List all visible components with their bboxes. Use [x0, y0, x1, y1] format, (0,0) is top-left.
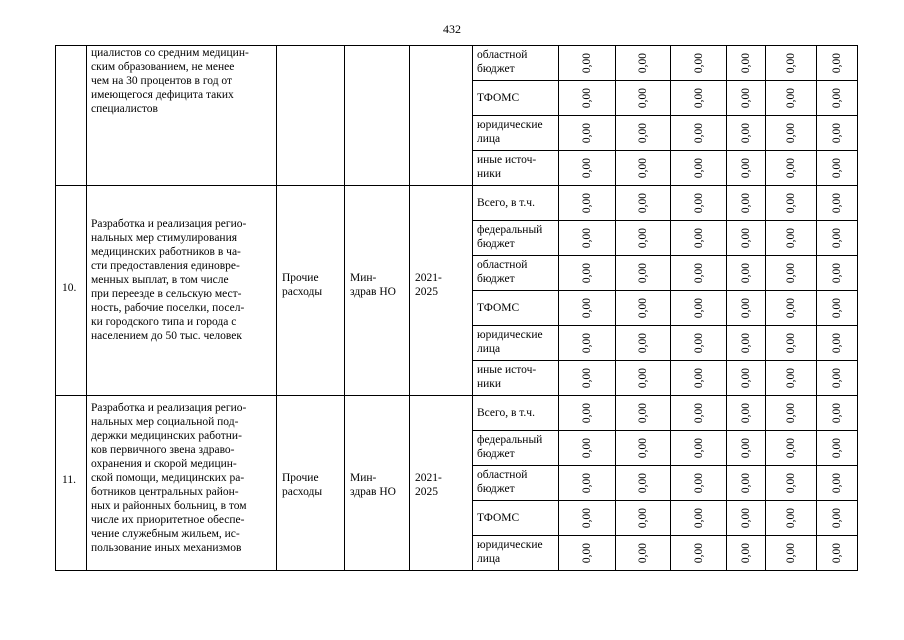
amount-cell: [727, 151, 766, 186]
amount-cell: [616, 116, 671, 151]
amount-value: 0,00: [581, 227, 593, 249]
amount-cell: [727, 536, 766, 571]
amount-value: 0,00: [831, 297, 843, 319]
amount-cell: [559, 431, 616, 466]
amount-cell: [727, 501, 766, 536]
funding-source: областной бюджет: [473, 256, 559, 291]
amount-value: 0,00: [785, 262, 797, 284]
amount-cell: [616, 256, 671, 291]
amount-cell: [616, 186, 671, 221]
amount-cell: [817, 396, 858, 431]
amount-value: 0,00: [831, 437, 843, 459]
amount-value: 0,00: [785, 87, 797, 109]
amount-cell: [616, 326, 671, 361]
amount-value: 0,00: [637, 507, 649, 529]
funding-source: ТФОМС: [473, 81, 559, 116]
funding-source: федеральный бюджет: [473, 221, 559, 256]
funding-source: ТФОМС: [473, 291, 559, 326]
amount-cell: [559, 186, 616, 221]
amount-cell: [671, 186, 727, 221]
amount-value: 0,00: [692, 297, 705, 319]
amount-value: 0,00: [637, 472, 649, 494]
amount-cell: [559, 81, 616, 116]
amount-value: 0,00: [637, 122, 649, 144]
amount-cell: [817, 256, 858, 291]
amount-value: 0,00: [581, 367, 593, 389]
amount-value: 0,00: [785, 192, 797, 214]
amount-value: 0,00: [831, 472, 843, 494]
table-body: [56, 46, 858, 571]
table-row: [56, 396, 858, 431]
period: [410, 46, 473, 186]
amount-value: 0,00: [581, 332, 593, 354]
amount-value: 0,00: [740, 542, 752, 564]
funding-source: юридические лица: [473, 536, 559, 571]
amount-cell: [671, 326, 727, 361]
amount-value: 0,00: [785, 402, 797, 424]
amount-value: 0,00: [692, 367, 705, 389]
amount-value: 0,00: [785, 437, 797, 459]
funding-source: юридические лица: [473, 326, 559, 361]
row-number: 11.: [56, 396, 87, 571]
amount-value: 0,00: [785, 122, 797, 144]
amount-value: 0,00: [785, 472, 797, 494]
amount-cell: [559, 291, 616, 326]
amount-value: 0,00: [831, 192, 843, 214]
amount-cell: [671, 361, 727, 396]
amount-cell: [727, 46, 766, 81]
funding-source: иные источ- ники: [473, 151, 559, 186]
table-row: [56, 46, 858, 81]
amount-cell: [616, 291, 671, 326]
amount-value: 0,00: [831, 262, 843, 284]
amount-cell: [817, 291, 858, 326]
amount-cell: [817, 81, 858, 116]
amount-value: 0,00: [692, 542, 705, 564]
amount-value: 0,00: [692, 52, 705, 74]
executor: Мин- здрав НО: [345, 396, 410, 571]
amount-cell: [559, 466, 616, 501]
amount-cell: [616, 536, 671, 571]
amount-cell: [766, 431, 817, 466]
amount-value: 0,00: [637, 262, 649, 284]
amount-cell: [766, 186, 817, 221]
amount-value: 0,00: [692, 507, 705, 529]
amount-value: 0,00: [785, 542, 797, 564]
activity-description: Разработка и реализация регио- нальных мер стимулирования медицинских работников в ча- сти предоставления единовре- менных выплат, в том числе при переезде в сельскую мест- ность, рабочие поселки, посел- ки городского типа и города с населением до 50 тыс. человек: [87, 186, 277, 396]
amount-value: 0,00: [740, 157, 752, 179]
amount-cell: [616, 466, 671, 501]
amount-value: 0,00: [785, 507, 797, 529]
amount-value: 0,00: [740, 507, 752, 529]
amount-value: 0,00: [581, 437, 593, 459]
amount-cell: [727, 186, 766, 221]
amount-value: 0,00: [581, 157, 593, 179]
amount-value: 0,00: [692, 227, 705, 249]
amount-cell: [817, 46, 858, 81]
funding-source: иные источ- ники: [473, 361, 559, 396]
amount-cell: [559, 221, 616, 256]
amount-value: 0,00: [740, 122, 752, 144]
amount-value: 0,00: [637, 157, 649, 179]
amount-value: 0,00: [785, 297, 797, 319]
period: 2021- 2025: [410, 186, 473, 396]
amount-value: 0,00: [692, 332, 705, 354]
amount-value: 0,00: [831, 122, 843, 144]
amount-cell: [817, 536, 858, 571]
amount-cell: [817, 186, 858, 221]
amount-value: 0,00: [637, 87, 649, 109]
budget-table: [55, 45, 858, 571]
amount-cell: [559, 326, 616, 361]
amount-value: 0,00: [692, 262, 705, 284]
amount-cell: [616, 46, 671, 81]
amount-value: 0,00: [581, 52, 593, 74]
amount-value: 0,00: [692, 192, 705, 214]
amount-cell: [559, 256, 616, 291]
amount-value: 0,00: [637, 542, 649, 564]
amount-cell: [559, 501, 616, 536]
amount-value: 0,00: [740, 87, 752, 109]
amount-cell: [766, 326, 817, 361]
amount-value: 0,00: [831, 87, 843, 109]
funding-source: Всего, в т.ч.: [473, 396, 559, 431]
amount-cell: [616, 221, 671, 256]
amount-cell: [671, 431, 727, 466]
amount-cell: [766, 466, 817, 501]
amount-cell: [671, 46, 727, 81]
executor: [345, 46, 410, 186]
amount-cell: [727, 466, 766, 501]
funding-source: областной бюджет: [473, 466, 559, 501]
amount-value: 0,00: [692, 437, 705, 459]
amount-cell: [727, 361, 766, 396]
amount-value: 0,00: [740, 402, 752, 424]
amount-value: 0,00: [831, 227, 843, 249]
activity-description: Разработка и реализация регио- нальных мер социальной под- держки медицинских работни- ков первичного звена здраво- охранения и скорой медицин- ской помощи, медицинских ра- ботников центральных район- ных и районных больниц, в том числе их приоритетное обеспе- чение служебным жильем, ис- пользование иных механизмов: [87, 396, 277, 571]
amount-value: 0,00: [637, 332, 649, 354]
period: 2021- 2025: [410, 396, 473, 571]
amount-cell: [559, 396, 616, 431]
amount-cell: [766, 46, 817, 81]
amount-cell: [817, 221, 858, 256]
amount-cell: [766, 151, 817, 186]
amount-cell: [766, 81, 817, 116]
funding-source: областной бюджет: [473, 46, 559, 81]
expense-type: Прочие расходы: [277, 186, 345, 396]
amount-value: 0,00: [637, 437, 649, 459]
amount-cell: [766, 501, 817, 536]
amount-cell: [671, 81, 727, 116]
amount-cell: [616, 431, 671, 466]
amount-cell: [671, 536, 727, 571]
amount-value: 0,00: [785, 52, 797, 74]
expense-type: Прочие расходы: [277, 396, 345, 571]
amount-value: 0,00: [831, 157, 843, 179]
amount-value: 0,00: [831, 332, 843, 354]
amount-cell: [766, 536, 817, 571]
activity-description: циалистов со средним медицин- ским образованием, не менее чем на 30 процентов в год от имеющегося дефицита таких специалистов: [87, 46, 277, 186]
amount-value: 0,00: [581, 122, 593, 144]
amount-cell: [671, 291, 727, 326]
amount-cell: [766, 361, 817, 396]
amount-cell: [671, 501, 727, 536]
amount-cell: [727, 326, 766, 361]
row-number: 10.: [56, 186, 87, 396]
amount-value: 0,00: [785, 157, 797, 179]
amount-cell: [559, 46, 616, 81]
amount-cell: [559, 151, 616, 186]
amount-cell: [727, 81, 766, 116]
executor: Мин- здрав НО: [345, 186, 410, 396]
amount-value: 0,00: [785, 332, 797, 354]
amount-value: 0,00: [637, 297, 649, 319]
amount-value: 0,00: [637, 52, 649, 74]
amount-value: 0,00: [740, 437, 752, 459]
funding-source: федеральный бюджет: [473, 431, 559, 466]
amount-cell: [817, 466, 858, 501]
amount-value: 0,00: [637, 192, 649, 214]
amount-cell: [616, 396, 671, 431]
amount-value: 0,00: [740, 472, 752, 494]
amount-value: 0,00: [581, 297, 593, 319]
amount-cell: [817, 116, 858, 151]
amount-cell: [559, 116, 616, 151]
amount-value: 0,00: [831, 542, 843, 564]
amount-value: 0,00: [581, 262, 593, 284]
amount-value: 0,00: [581, 542, 593, 564]
amount-value: 0,00: [692, 87, 705, 109]
amount-value: 0,00: [740, 52, 752, 74]
amount-value: 0,00: [740, 192, 752, 214]
row-number: [56, 46, 87, 186]
amount-cell: [671, 151, 727, 186]
amount-value: 0,00: [692, 472, 705, 494]
amount-cell: [727, 291, 766, 326]
amount-cell: [616, 151, 671, 186]
amount-value: 0,00: [581, 87, 593, 109]
amount-cell: [671, 256, 727, 291]
amount-value: 0,00: [740, 332, 752, 354]
amount-value: 0,00: [831, 507, 843, 529]
amount-cell: [616, 501, 671, 536]
amount-cell: [817, 431, 858, 466]
amount-cell: [671, 221, 727, 256]
amount-value: 0,00: [785, 367, 797, 389]
amount-cell: [766, 291, 817, 326]
amount-value: 0,00: [637, 402, 649, 424]
amount-cell: [766, 221, 817, 256]
funding-source: Всего, в т.ч.: [473, 186, 559, 221]
amount-cell: [559, 361, 616, 396]
amount-cell: [671, 396, 727, 431]
amount-cell: [817, 361, 858, 396]
funding-source: юридические лица: [473, 116, 559, 151]
amount-cell: [616, 361, 671, 396]
amount-value: 0,00: [581, 472, 593, 494]
page-number: 432: [443, 22, 461, 36]
amount-value: 0,00: [581, 192, 593, 214]
amount-value: 0,00: [581, 507, 593, 529]
amount-value: 0,00: [740, 297, 752, 319]
amount-cell: [766, 116, 817, 151]
amount-value: 0,00: [831, 402, 843, 424]
amount-value: 0,00: [831, 367, 843, 389]
amount-cell: [766, 256, 817, 291]
amount-cell: [727, 116, 766, 151]
amount-value: 0,00: [740, 262, 752, 284]
amount-value: 0,00: [637, 227, 649, 249]
amount-value: 0,00: [692, 402, 705, 424]
amount-value: 0,00: [692, 157, 705, 179]
amount-cell: [671, 116, 727, 151]
amount-value: 0,00: [740, 227, 752, 249]
amount-value: 0,00: [692, 122, 705, 144]
amount-cell: [559, 536, 616, 571]
funding-source: ТФОМС: [473, 501, 559, 536]
amount-value: 0,00: [740, 367, 752, 389]
amount-cell: [817, 151, 858, 186]
amount-cell: [817, 326, 858, 361]
amount-cell: [616, 81, 671, 116]
amount-value: 0,00: [831, 52, 843, 74]
table-row: [56, 186, 858, 221]
amount-cell: [817, 501, 858, 536]
amount-value: 0,00: [581, 402, 593, 424]
amount-cell: [766, 396, 817, 431]
amount-cell: [727, 256, 766, 291]
amount-value: 0,00: [637, 367, 649, 389]
amount-cell: [727, 431, 766, 466]
amount-cell: [727, 396, 766, 431]
amount-cell: [671, 466, 727, 501]
expense-type: [277, 46, 345, 186]
amount-cell: [727, 221, 766, 256]
amount-value: 0,00: [785, 227, 797, 249]
